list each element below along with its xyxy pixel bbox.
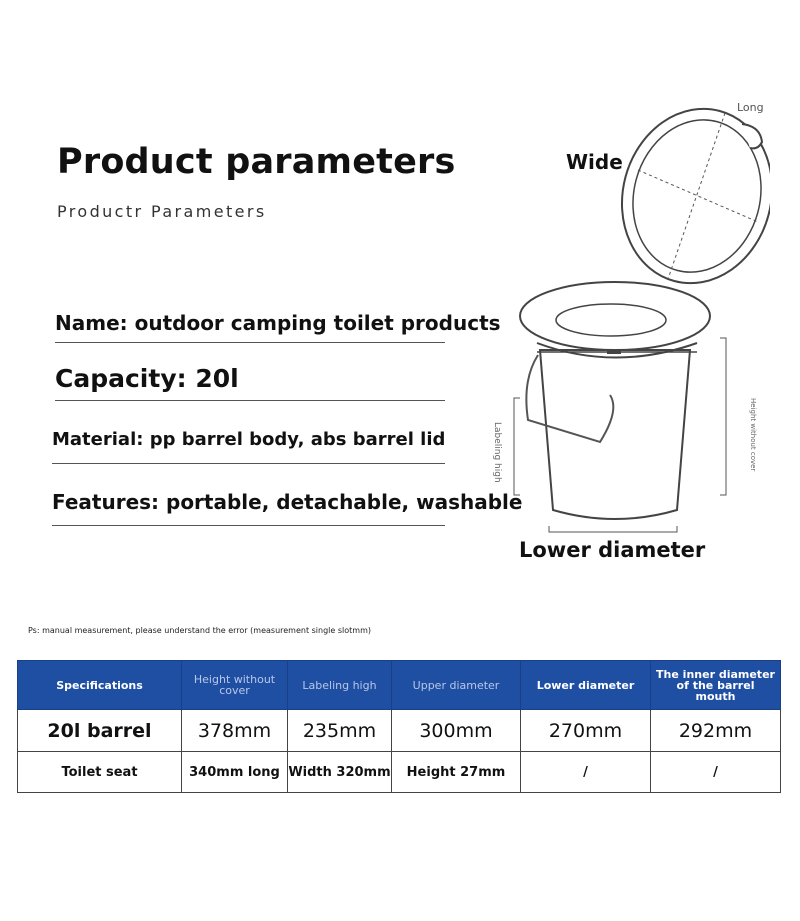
spec-features: Features: portable, detachable, washable [52, 490, 523, 514]
column-header: Lower diameter [521, 661, 651, 710]
table-cell: Toilet seat [18, 752, 182, 793]
labeling-high-label: Labeling high [492, 422, 502, 483]
divider [55, 342, 445, 343]
column-header: Labeling high [288, 661, 392, 710]
measurement-note: Ps: manual measurement, please understand the error (measurement single slotmm) [28, 626, 371, 635]
table-cell: Height 27mm [392, 752, 521, 793]
column-header: Upper diameter [392, 661, 521, 710]
table-cell: 235mm [288, 710, 392, 752]
spec-name: Name: outdoor camping toilet products [55, 311, 501, 335]
divider [52, 525, 445, 526]
column-header: Height without cover [182, 661, 288, 710]
column-header: The inner diameter of the barrel mouth [651, 661, 781, 710]
long-label: Long [737, 101, 764, 114]
table-cell: 300mm [392, 710, 521, 752]
spec-material: Material: pp barrel body, abs barrel lid [52, 429, 446, 450]
table-cell: 270mm [521, 710, 651, 752]
page-subtitle: Productr Parameters [57, 202, 267, 221]
divider [52, 463, 445, 464]
table-cell: 340mm long [182, 752, 288, 793]
height-without-cover-label: Height without cover [749, 398, 757, 472]
spec-capacity: Capacity: 20l [55, 364, 239, 393]
spec-table [17, 660, 781, 793]
column-header: Specifications [18, 661, 182, 710]
table-cell: 378mm [182, 710, 288, 752]
wide-label: Wide [566, 150, 623, 174]
page-title: Product parameters [57, 142, 456, 182]
table-row [18, 752, 781, 793]
table-cell: 292mm [651, 710, 781, 752]
table-cell: / [651, 752, 781, 793]
table-cell: Width 320mm [288, 752, 392, 793]
lower-diameter-label: Lower diameter [519, 538, 706, 562]
divider [55, 400, 445, 401]
table-cell: 20l barrel [18, 710, 182, 752]
table-row [18, 710, 781, 752]
table-header-row [18, 661, 781, 710]
table-cell: / [521, 752, 651, 793]
